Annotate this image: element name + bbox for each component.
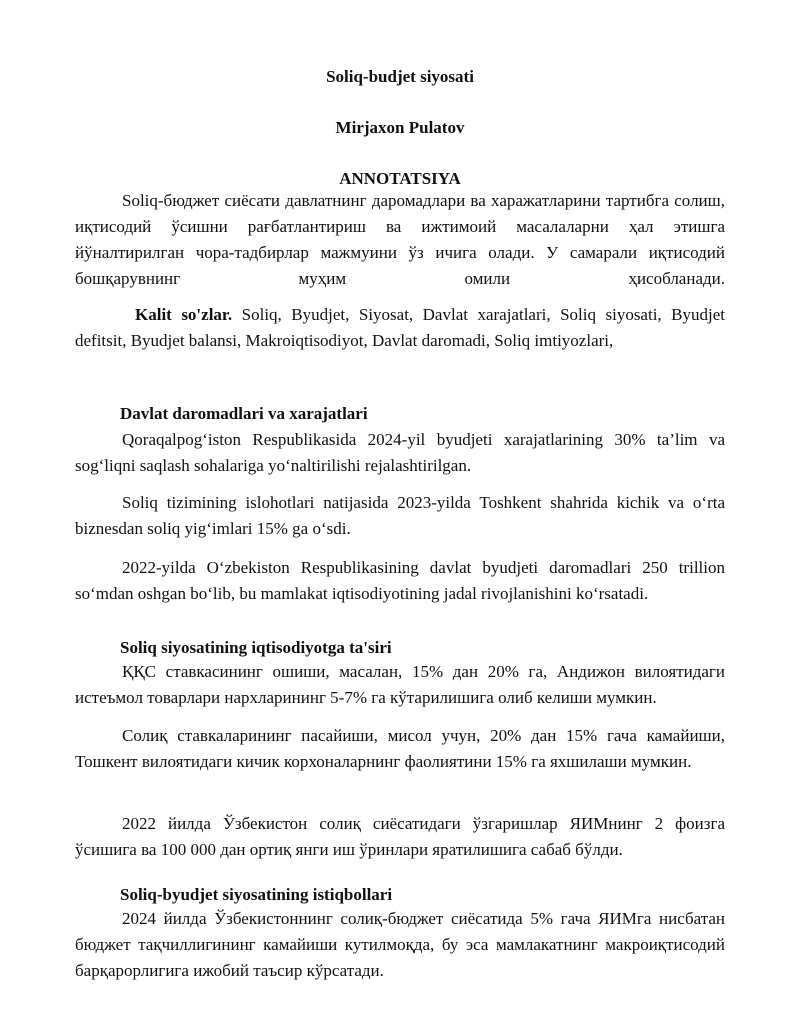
keywords-label: Kalit so'zlar. — [135, 305, 233, 324]
section-paragraph: 2024 йилда Ўзбекистоннинг солиқ-бюджет сиёсатида 5% гача ЯИМга нисбатан бюджет тақчиллигининг камайиши кутилмоқда, бу эса мамлакатнинг макроиқтисодий барқарорлигига ижобий таъсир кўрсатади. — [75, 909, 725, 980]
keywords-text: Soliq, Byudjet, Siyosat, Davlat xarajatlari, Soliq siyosati, Byudjet defitsit, Byudjet balansi, Makroiqtisodiyot, Davlat daromadi, Soliq imtiyozlari, — [75, 305, 725, 350]
section-paragraph: 2022 йилда Ўзбекистон солиқ сиёсатидаги ўзгаришлар ЯИМнинг 2 фоизга ўсишига ва 100 000 дан ортиқ янги иш ўринлари яратилишига сабаб бўлди. — [75, 814, 725, 859]
document-title: Soliq-budjet siyosati — [326, 67, 474, 86]
section-heading: Soliq siyosatining iqtisodiyotga ta'siri — [120, 638, 392, 657]
section-paragraph: 2022-yilda O‘zbekiston Respublikasining davlat byudjeti daromadlari 250 trillion so‘mdan oshgan bo‘lib, bu mamlakat iqtisodiyotining jadal rivojlanishini ko‘rsatadi. — [75, 558, 725, 603]
section-paragraph: Qoraqalpog‘iston Respublikasida 2024-yil byudjeti xarajatlarining 30% ta’lim va sog‘liqni saqlash sohalariga yo‘naltirilishi rejalashtirilgan. — [75, 430, 725, 475]
annotation-paragraph: Soliq-бюджет сиёсати давлатнинг даромадлари ва харажатларини тартибга солиш, иқтисодий ўсишни рағбатлантириш ва ижтимоий масалаларни ҳал этишга йўналтирилган чора-тадбирлар мажмуини ўз ичига олади. У самарали иқтисодий бошқарувнинг муҳим омили ҳисобланади. — [75, 191, 725, 288]
keywords-paragraph — [75, 302, 725, 354]
section-heading: Davlat daromadlari va xarajatlari — [120, 404, 368, 423]
section-paragraph: Солиқ ставкаларининг пасайиши, мисол учун, 20% дан 15% гача камайиши, Тошкент вилоятидаги кичик корхоналарнинг фаолиятини 15% га яхшилаши мумкин. — [75, 726, 725, 771]
document-author: Mirjaxon Pulatov — [335, 118, 465, 137]
section-heading: Soliq-byudjet siyosatining istiqbollari — [120, 885, 393, 904]
section-paragraph: ҚҚС ставкасининг ошиши, масалан, 15% дан 20% га, Андижон вилоятидаги истеъмол товарлари нархларининг 5-7% га кўтарилишига олиб келиши мумкин. — [75, 662, 725, 707]
annotation-heading: ANNOTATSIYA — [339, 169, 461, 188]
section-paragraph: Soliq tizimining islohotlari natijasida 2023-yilda Toshkent shahrida kichik va o‘rta biznesdan soliq yig‘imlari 15% ga o‘sdi. — [75, 493, 725, 538]
